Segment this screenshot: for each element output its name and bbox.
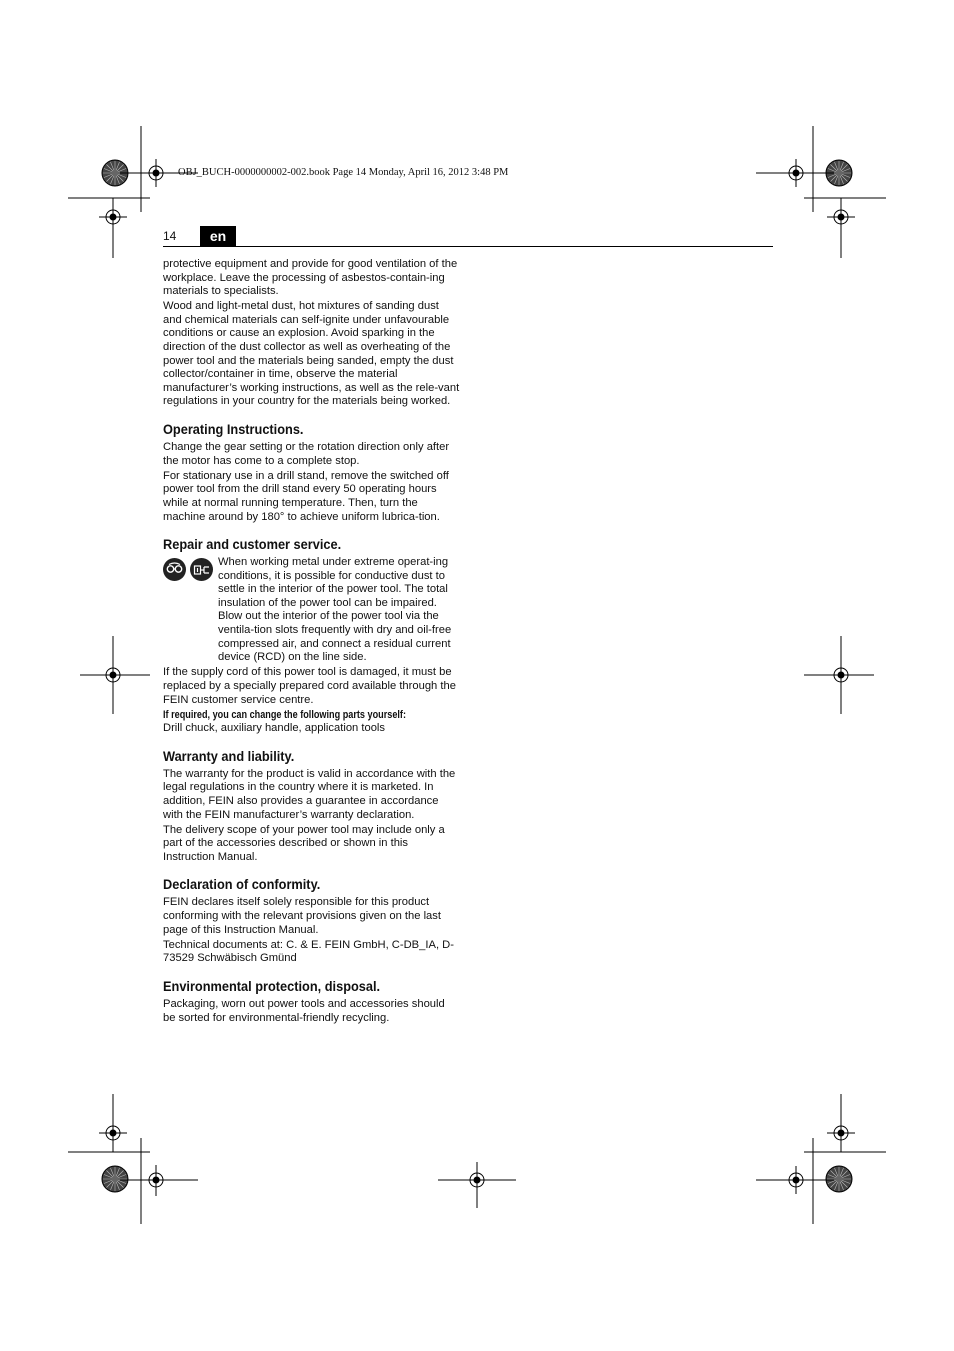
warranty-paragraph-1: The warranty for the product is valid in accordance with the legal regulations in the country where it is marketed. In addition, FEIN also provides a guarantee in accordance with the FEIN manufacturer’s warranty declaration. <box>163 767 456 821</box>
language-tab: en <box>200 226 236 246</box>
eye-protection-icon <box>163 558 186 581</box>
repair-pictograms <box>163 558 215 582</box>
crop-marks-bottom-center <box>438 1162 516 1208</box>
registration-crosshair-icon <box>463 1166 491 1194</box>
crop-marks-top-right <box>782 126 886 258</box>
registration-crosshair-icon <box>782 1166 810 1194</box>
repair-warning-block <box>163 556 460 665</box>
repair-paragraph-1: When working metal under extreme operat-ing conditions, it is possible for conductive dust to settle in the interior of the power tool. The total insulation of the power tool can be impaired. Blow out the interior of the power tool via the ventila-tion slots frequently with dry and oil-free compressed air, and connect a residual current device (RCD) on the line side. <box>218 556 452 664</box>
registration-crosshair-icon <box>99 203 127 231</box>
registration-disc-icon <box>102 1166 128 1192</box>
registration-disc-icon <box>102 160 128 186</box>
conformity-paragraph-2: Technical documents at: C. & E. FEIN GmbH, C-DB_IA, D-73529 Schwäbisch Gmünd <box>163 938 454 965</box>
page-number: 14 <box>163 229 177 243</box>
registration-crosshair-icon <box>827 203 855 231</box>
text-column <box>163 258 460 1027</box>
crop-marks-bottom-right <box>756 1094 886 1224</box>
registration-crosshair-icon <box>782 159 810 187</box>
header-rule <box>163 246 773 247</box>
crop-marks-bottom-left <box>68 1094 198 1224</box>
registration-crosshair-icon <box>99 661 127 689</box>
heading-warranty: Warranty and liability. <box>163 748 295 765</box>
intro-paragraph-1: protective equipment and provide for good ventilation of the workplace. Leave the processing of asbestos-contain-ing materials to specialists. <box>163 258 458 298</box>
heading-repair-service: Repair and customer service. <box>163 537 342 554</box>
heading-environment: Environmental protection, disposal. <box>163 978 381 995</box>
operating-paragraph-1: Change the gear setting or the rotation direction only after the motor has come to a complete stop. <box>163 441 450 467</box>
repair-parts-list: Drill chuck, auxiliary handle, application tools <box>163 722 385 735</box>
heading-operating-instructions: Operating Instructions. <box>163 422 304 439</box>
heading-conformity: Declaration of conformity. <box>163 877 321 894</box>
environment-paragraph-1: Packaging, worn out power tools and accessories should be sorted for environmental-friendly recycling. <box>163 997 445 1024</box>
registration-crosshair-icon <box>142 1166 170 1194</box>
registration-disc-icon <box>826 1166 852 1192</box>
intro-paragraph-2: Wood and light-metal dust, hot mixtures of sanding dust and chemical materials can self-ignite under unfavourable conditions or cause an explosion. Avoid sparking in the direction of the dust collector as well as overheating of the power tool and the materials being sanded, empty the dust collector/container in time, observe the material manufacturer’s working instructions, as well as the rele-vant regulations in your country for the materials being worked. <box>163 300 460 408</box>
registration-disc-icon <box>826 160 852 186</box>
print-slug-line: OBJ_BUCH-0000000002-002.book Page 14 Monday, April 16, 2012 3:48 PM <box>178 167 509 178</box>
registration-crosshair-icon <box>827 1119 855 1147</box>
conformity-paragraph-1: FEIN declares itself solely responsible for this product conforming with the relevant provisions given on the last page of this Instruction Manual. <box>163 896 441 936</box>
repair-paragraph-2: If the supply cord of this power tool is damaged, it must be replaced by a specially prepared cord available through the FEIN customer service centre. <box>163 666 456 706</box>
warranty-paragraph-2: The delivery scope of your power tool may include only a part of the accessories described or shown in this Instruction Manual. <box>163 823 445 863</box>
repair-parts-note: If required, you can change the following parts yourself: <box>163 708 406 721</box>
registration-crosshair-icon <box>99 1119 127 1147</box>
registration-crosshair-icon <box>142 159 170 187</box>
operating-paragraph-2: For stationary use in a drill stand, remove the switched off power tool from the drill stand every 50 operating hours while at normal running temperature. Then, turn the machine around by 180° to achieve uniform lubrica-tion. <box>163 469 449 523</box>
registration-crosshair-icon <box>827 661 855 689</box>
crop-marks-top-left <box>68 126 170 258</box>
connect-rcd-icon <box>190 558 213 581</box>
